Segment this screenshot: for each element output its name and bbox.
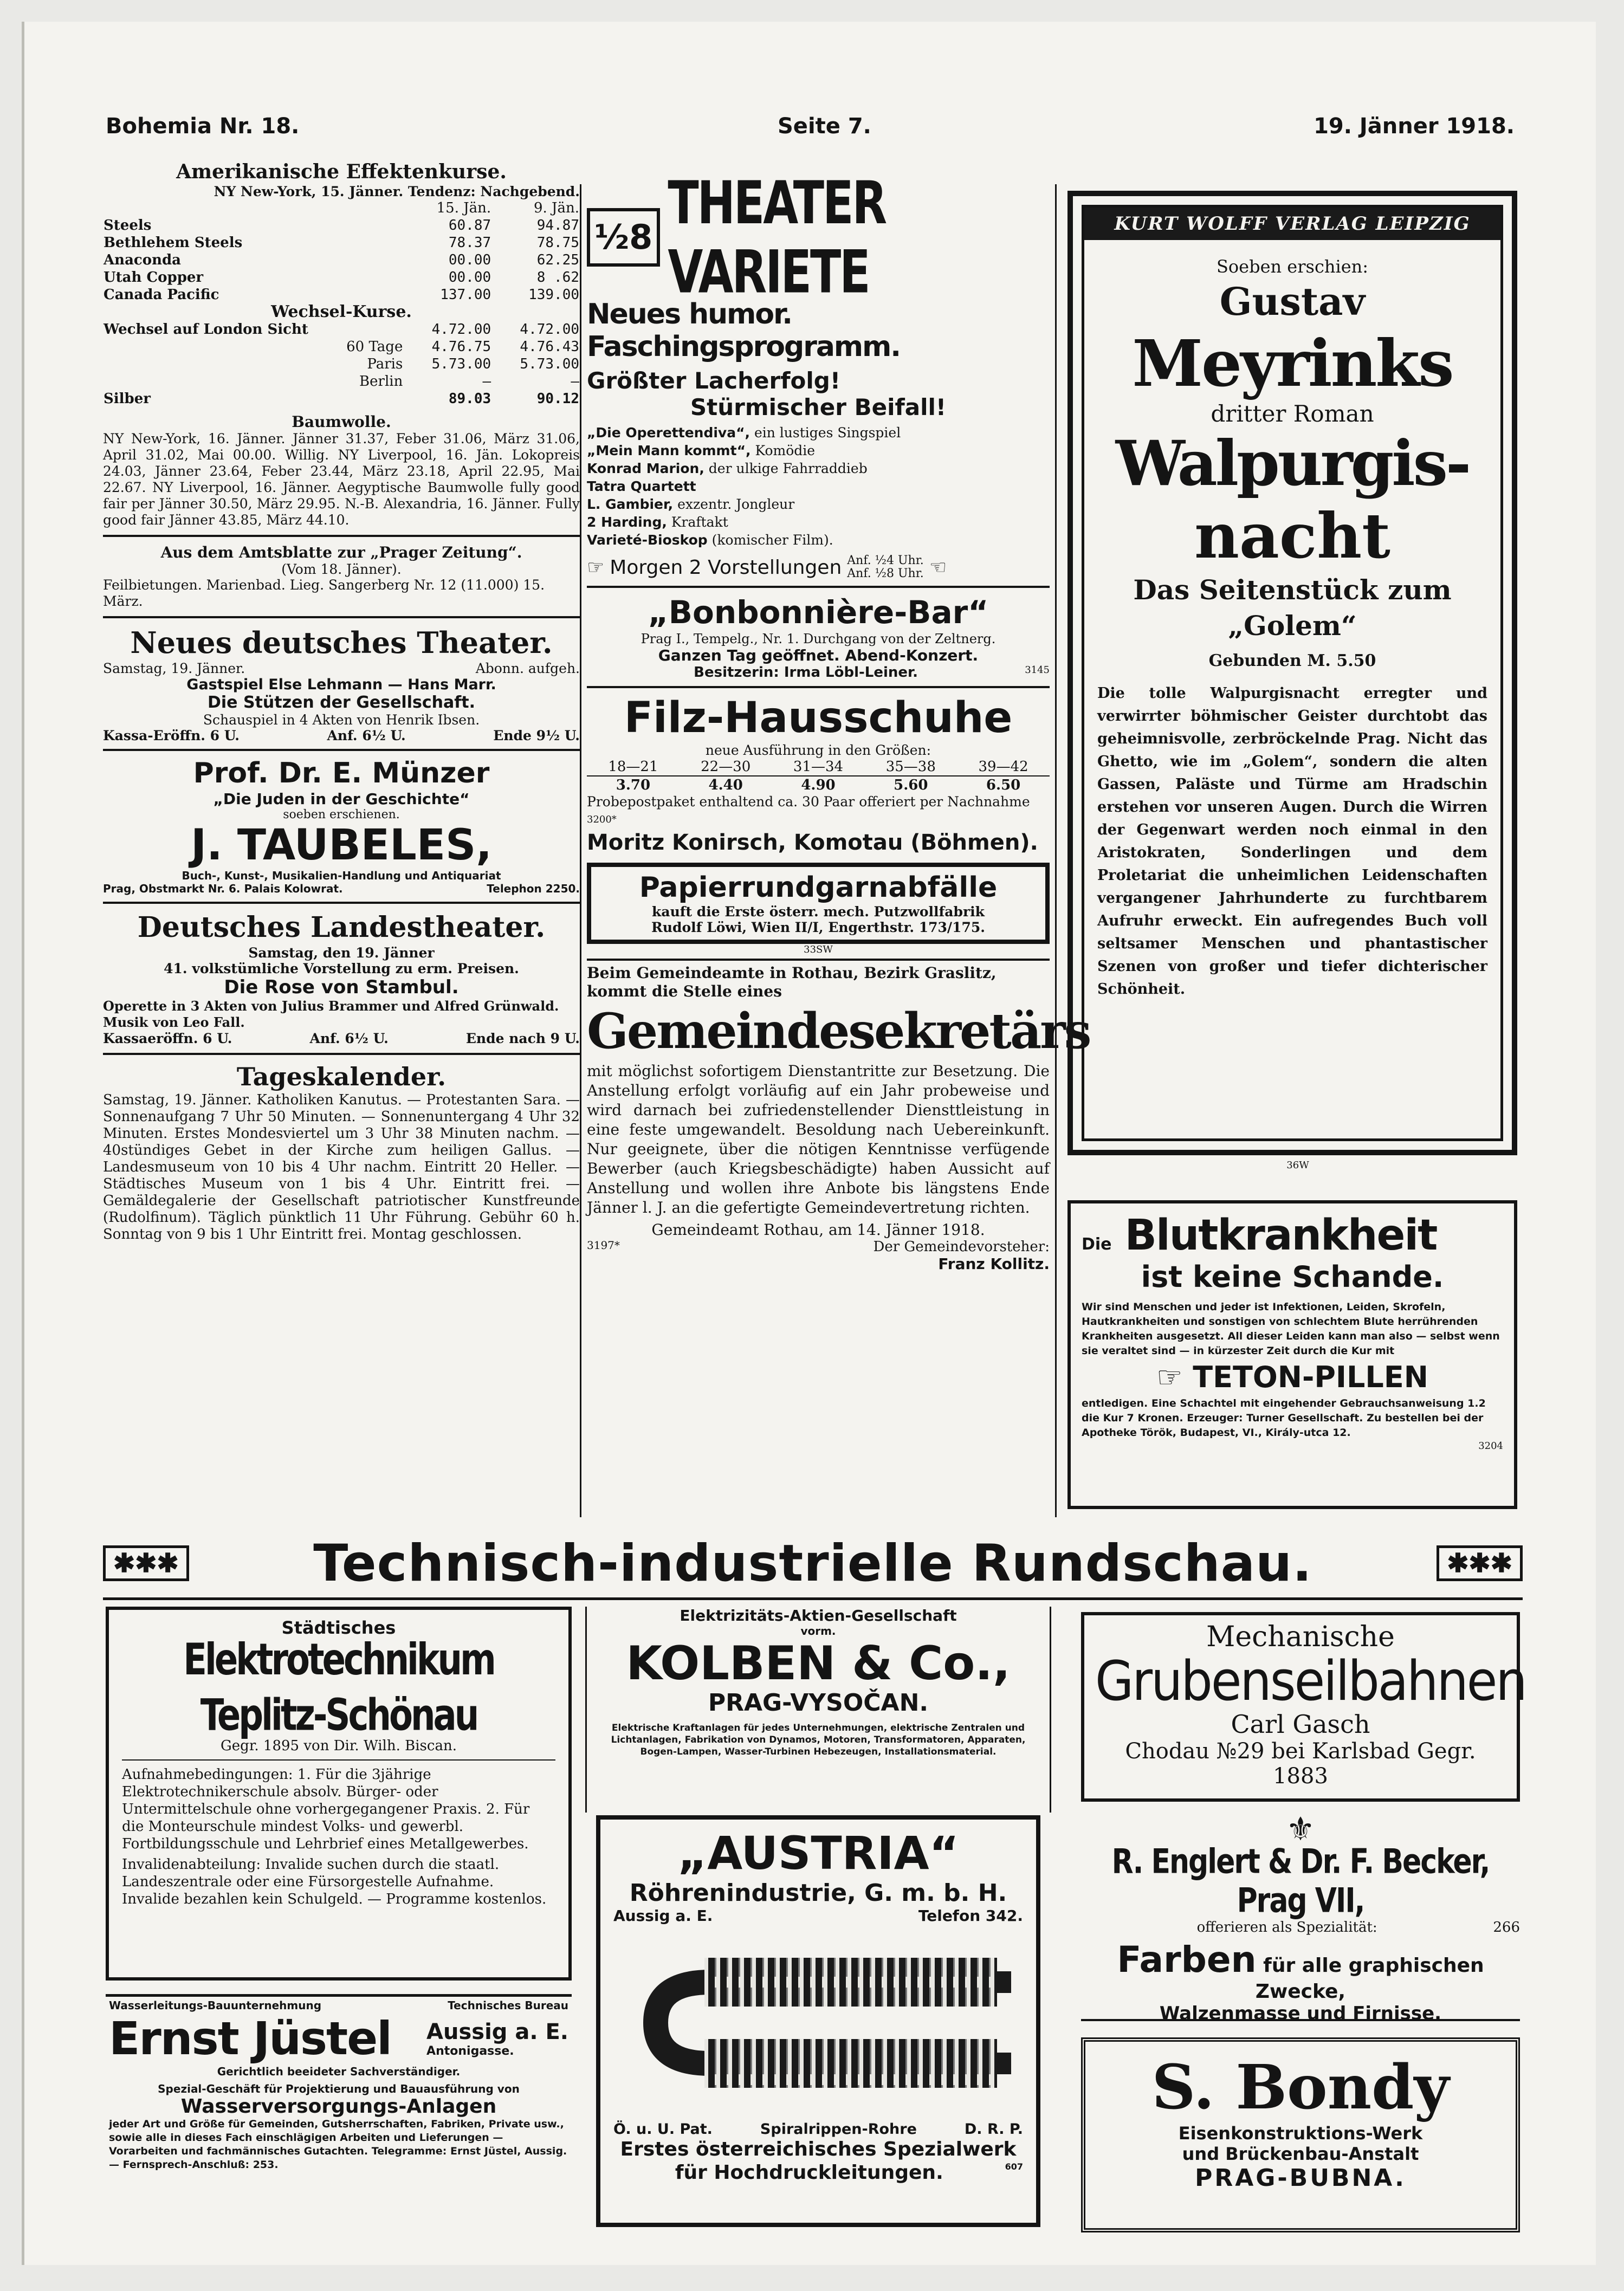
papier-code: 33SW xyxy=(804,944,833,955)
wolff-banner: KURT WOLFF VERLAG LEIPZIG xyxy=(1084,208,1500,240)
table-row: Steels 60.87 94.87 xyxy=(103,217,579,234)
spiral-pipe-icon xyxy=(623,1933,1013,2112)
ndt-play: Die Stützen der Gesellschaft. xyxy=(207,693,476,712)
wolff-price: Gebunden M. 5.50 xyxy=(1208,651,1376,670)
act-item: Konrad Marion, der ulkige Fahrraddieb xyxy=(587,461,868,476)
bonbon-ad: „Bonbonnière-Bar“ Prag I., Tempelg., Nr. 1. Durchgang von der Zeltnerg. Ganzen Tag geöffnet. Abend-Konzert. Besitzerin: Irma Löbl-Leiner. 3145 xyxy=(587,593,1050,681)
wolff-title2: nacht xyxy=(1194,500,1390,572)
act-item: 2 Harding, Kraftakt xyxy=(587,514,728,530)
act-item: Tatra Quartett xyxy=(587,478,696,494)
teplitz-text: Aufnahmebedingungen: 1. Für die 3jährige Elektrotechnikerschule absolv. Bürger- oder Untermittelschule ohne vorhergegangener Praxis. 2. Für die Monteurschule mindest Volks- und gewerbl. Fortbildungsschule und Lehrbrief eines Metallgewerbes. xyxy=(122,1766,530,1852)
kalender-text: Samstag, 19. Jänner. Katholiken Kanutus. — Protestanten Sara. — Sonnenaufgang 7 Uhr 50 Minuten. — Sonnenuntergang 4 Uhr 32 Minuten. Erstes Mondesviertel um 3 Uhr 38 Minuten nachm. — 40stündiges Gebet in der Kirche zum heiligen Gallus. — Landesmuseum von 10 bis 4 Uhr nachm. Eintritt 20 Heller. — Städtisches Museum von 1 bis 4 Uhr. Eintritt frei. — Gemäldegalerie der Gesellschaft patriotischer Kunstfreunde (Rudolfinum). Täglich pünktlich 11 Uhr Führung. Gebühr 60 h. Sonntag von 9 bis 1 Uhr Eintritt frei. Montag geschlossen. xyxy=(103,1092,580,1242)
kolben-text: Elektrische Kraftanlagen für jedes Unternehmungen, elektrische Zentralen und Lichtanlagen, Fabrikation von Dynamos, Motoren, Transformatoren, Apparaten, Bogen-Lampen, Wasser-Turbinen Hebezeugen, Installationsmaterial. xyxy=(611,1723,1026,1757)
middle-column xyxy=(580,168,1090,1517)
englert-title: R. Englert & Dr. F. Becker, Prag VII, xyxy=(1111,1842,1490,1920)
muenzer-note: soeben erschienen. xyxy=(283,808,400,821)
sekretaer-name: Franz Kollitz. xyxy=(938,1255,1050,1273)
ndt-ad: Neues deutsches Theater. Samstag, 19. Jänner. Abonn. aufgeh. Gastspiel Else Lehmann — Hans Marr. Die Stützen der Gesellschaft. Schauspiel in 4 Akten von Henrik Ibsen. Kassa-Eröffn. 6 U. Anf. 6½ U. Ende 9½ U. xyxy=(103,625,580,743)
bondy-ad xyxy=(1081,2037,1520,2232)
bonbon-l2: Ganzen Tag geöffnet. Abend-Konzert. xyxy=(658,646,979,664)
act-item: Varieté-Bioskop (komischer Film). xyxy=(587,532,833,548)
kolben-city: PRAG-VYSOČAN. xyxy=(708,1689,929,1717)
ndt-guest: Gastspiel Else Lehmann — Hans Marr. xyxy=(186,676,496,693)
header-right: 19. Jänner 1918. xyxy=(1314,114,1515,139)
variete-number: ½8 xyxy=(587,208,660,267)
variete-l1: Größter Lacherfolg! xyxy=(587,367,840,394)
englert-ad: ⚜ R. Englert & Dr. F. Becker, Prag VII, offerieren als Spezialität: 266 Farben für alle graphischen Zwecke, Walzenmasse und Firnisse. xyxy=(1081,1810,1520,2021)
table-row: Paris 5.73.00 5.73.00 xyxy=(367,356,579,372)
austria-l4: Erstes österreichisches Spezialwerk xyxy=(620,2138,1017,2160)
ornament-icon: ✱✱✱ xyxy=(103,1545,189,1581)
teplitz-text2: Invalidenabteilung: Invalide suchen durch die staatl. Landeszentrale oder eine Fürsorgestelle Aufnahme. Invalide bezahlen kein Schulgeld. — Programme kostenlos. xyxy=(122,1856,547,1907)
dlt-note: 41. volkstümliche Vorstellung zu erm. Preisen. xyxy=(164,961,519,976)
variete-ad: ½8 THEATER VARIETE Neues humor. Faschingsprogramm. Größter Lacherfolg! Stürmischer Beifall! „Die Operettendiva“, ein lustiges Singspiel „Mein Mann kommt“, Komödie Konrad Marion, der ulkige Fahrraddieb Tatra Quartett L. Gambier, exzentr. Jongleur 2 Harding, Kraftakt Varieté-Bioskop (komischer Film). ☞ Morgen 2 Vorstellungen Anf. ½4 Uhr. Anf. ½8 Uhr. ☜ xyxy=(587,184,1050,580)
englert-l3: Walzenmasse und Firnisse. xyxy=(1159,2003,1442,2024)
variete-morgen: Morgen 2 Vorstellungen xyxy=(610,556,842,579)
variete-l2: Stürmischer Beifall! xyxy=(690,394,947,420)
blut-pill: TETON-PILLEN xyxy=(1193,1360,1428,1394)
blut-text2: entledigen. Eine Schachtel mit eingehender Gebrauchsanweisung 1.2 die Kur 7 Kronen. Erzeuger: Turner Gesellschaft. Zu bestellen bei der Apotheke Török, Budapest, VI., Király-utca 12. xyxy=(1082,1397,1486,1439)
rundschau-title: Technisch-industrielle Rundschau. xyxy=(313,1533,1312,1593)
teplitz-title: Elektrotechnikum Teplitz-Schönau xyxy=(183,1635,494,1741)
table-row: Silber 89.03 90.12 xyxy=(103,391,579,407)
hand-icon: ☞ xyxy=(1156,1360,1193,1394)
ndt-author: Schauspiel in 4 Akten von Henrik Ibsen. xyxy=(203,712,480,728)
austria-l1: Röhrenindustrie, G. m. b. H. xyxy=(629,1879,1007,1907)
exchange-title: Wechsel-Kurse. xyxy=(271,302,412,321)
page-header xyxy=(106,114,1515,157)
filz-l2: Moritz Konirsch, Komotau (Böhmen). xyxy=(587,830,1038,855)
ndt-title: Neues deutsches Theater. xyxy=(130,625,553,660)
juestel-text: jeder Art und Größe für Gemeinden, Gutsherrschaften, Fabriken, Private usw., sowie alle in dieses Fach einschlägigen Arbeiten und Lieferungen — Vorarbeiten und fachmännisches Gutachten. Telegramme: Ernst Jüstel, Aussig. — Fernsprech-Anschluß: 253. xyxy=(109,2118,567,2171)
header-center: Seite 7. xyxy=(778,114,871,139)
sizes-table: 18—21 22—30 31—34 35—38 39—42 3.70 4.40 4.90 5.60 6.50 xyxy=(587,758,1050,794)
variete-title: THEATER VARIETE xyxy=(668,168,886,307)
wolff-l1: Soeben erschien: xyxy=(1216,256,1369,277)
table-row: Canada Pacific 137.00 139.00 xyxy=(103,287,579,303)
wolff-l4: dritter Roman xyxy=(1211,400,1374,427)
blut-code: 3204 xyxy=(1478,1440,1503,1452)
col-date-a: 15. Jän. xyxy=(436,200,491,216)
taubeles-title: J. TAUBELES, xyxy=(191,821,492,870)
gasch-l1: Mechanische xyxy=(1206,1621,1395,1653)
filz-title: Filz-Hausschuhe xyxy=(624,694,1013,742)
wolff-title1: Walpurgis- xyxy=(1115,427,1470,500)
wolff-author: Meyrinks xyxy=(1132,326,1453,401)
sekretaer-title: Gemeindesekretärs xyxy=(587,1002,1090,1060)
juestel-l4: Wasserversorgungs-Anlagen xyxy=(180,2095,497,2118)
amtsblatt-title: Aus dem Amtsblatte zur „Prager Zeitung“. xyxy=(160,543,522,561)
filz-ad: Filz-Hausschuhe neue Ausführung in den Größen: 18—21 22—30 31—34 35—38 39—42 3.70 4.40 4.90 5.60 6.50 Probepostpaket enthaltend ca. 30 Paar offeriert per Nachnahme 3200* Moritz Konirsch, Komotau (Böhmen). xyxy=(587,694,1050,855)
muenzer-ad: Prof. Dr. E. Münzer „Die Juden in der Geschichte“ soeben erschienen. J. TAUBELES, Buch-, Kunst-, Musikalien-Handlung und Antiquariat Prag, Obstmarkt Nr. 6. Palais Kolowrat. Telephon 2250. xyxy=(103,757,580,895)
papier-title: Papierrundgarnabfälle xyxy=(639,871,998,904)
wolff-text: Die tolle Walpurgisnacht erregter und verwirrter böhmischer Geister durchtobt das geheimnisvolle, zerbröckelnde Prag. Nicht das Ghetto, wie im „Golem“, sondern die alten Gassen, Paläste und Türme am Hradschin erstehen vor unseren Augen. Durch die Wirren der Gegenwart werden noch einmal in den Aristokraten, Sonderlingen und dem Proletariat die unheimlichen Leidenschaften vergangener Jahrhunderte zu furchtbarem Aufruhr erweckt. Ein aufregendes Buch voll seltsamer Menschen und phantastischer Szenen von großer und tiefer dichterischer Schönheit. xyxy=(1097,685,1487,998)
bonbon-l1: Prag I., Tempelg., Nr. 1. Durchgang von der Zeltnerg. xyxy=(640,631,996,646)
muenzer-title: Prof. Dr. E. Münzer xyxy=(193,757,490,789)
dlt-date: Samstag, den 19. Jänner xyxy=(248,945,435,961)
dlt-author: Operette in 3 Akten von Julius Brammer und Alfred Grünwald. Musik von Leo Fall. xyxy=(103,998,559,1030)
juestel-l3: Spezial-Geschäft für Projektierung und Bauausführung von xyxy=(158,2082,520,2095)
kalender xyxy=(103,1062,580,1243)
act-item: L. Gambier, exzentr. Jongleur xyxy=(587,496,795,512)
juestel-title: Ernst Jüstel xyxy=(109,2012,391,2065)
dlt-ad: Deutsches Landestheater. Samstag, den 19. Jänner 41. volkstümliche Vorstellung zu erm. Preisen. Die Rose von Stambul. Operette in 3 Akten von Julius Brammer und Alfred Grünwald. Musik von Leo Fall. Kassaeröffn. 6 U. Anf. 6½ U. Ende nach 9 U. xyxy=(103,911,580,1046)
stocks-sub: NY New-York, 15. Jänner. Tendenz: Nachgebend. xyxy=(213,184,580,199)
teplitz-l1: Gegr. 1895 von Dir. Wilh. Biscan. xyxy=(221,1738,457,1754)
papier-l1: kauft die Erste österr. mech. Putzwollfabrik xyxy=(652,904,985,920)
table-row: Bethlehem Steels 78.37 78.75 xyxy=(103,235,579,251)
wolff-l2: Gustav xyxy=(1219,279,1366,324)
variete-sub: Neues humor. Faschingsprogramm. xyxy=(587,298,901,363)
kolben-l0b: vorm. xyxy=(800,1625,836,1638)
table-row: Wechsel auf London Sicht 4.72.00 4.72.00 xyxy=(103,321,579,338)
table-row: 60 Tage 4.76.75 4.76.43 xyxy=(346,339,579,355)
blut-sub: ist keine Schande. xyxy=(1141,1260,1444,1294)
ndt-abonn: Abonn. aufgeh. xyxy=(475,661,580,676)
sekretaer-place: Gemeindeamt Rothau, am 14. Jänner 1918. xyxy=(651,1221,985,1239)
eagle-icon: ⚜ xyxy=(1286,1810,1315,1848)
cotton-text: NY New-York, 16. Jänner. Jänner 31.37, Feber 31.06, März 31.06, April 31.02, Mai 00.00. Willig. NY Liverpool, 16. Jän. Lokopreis 24.03, Jänner 23.64, Feber 23.44, März 23.18, April 22.95, Mai 22.67. NY Liverpool, 16. Jänner. Aegyptische Baumwolle fully good fair per Jänner 30.50, März 29.95. N.-B. Alexandria, 16. Jänner. Fully good fair Jänner 43.85, März 44.10. xyxy=(103,431,580,528)
teplitz-ad xyxy=(106,1607,572,1981)
kolben-l0: Elektrizitäts-Aktien-Gesellschaft xyxy=(680,1607,957,1625)
wolff-ad xyxy=(1067,191,1517,1155)
left-column xyxy=(103,160,580,1547)
hand-icon: ☜ xyxy=(929,556,947,579)
ornament-icon: ✱✱✱ xyxy=(1437,1545,1523,1581)
table-row: Anaconda 00.00 62.25 xyxy=(103,252,579,268)
dlt-title: Deutsches Landestheater. xyxy=(137,911,546,944)
blut-title: Blutkrankheit xyxy=(1124,1211,1437,1260)
bondy-l3: PRAG-BUBNA. xyxy=(1195,2164,1406,2192)
bonbon-title: „Bonbonnière-Bar“ xyxy=(648,594,989,631)
newspaper-page xyxy=(22,22,1596,2265)
papier-ad xyxy=(587,863,1050,944)
act-item: „Mein Mann kommt“, Komödie xyxy=(587,443,816,458)
dlt-play: Die Rose von Stambul. xyxy=(224,976,459,998)
austria-title: „AUSTRIA“ xyxy=(677,1827,959,1880)
sekretaer-intro: Beim Gemeindeamte in Rothau, Bezirk Graslitz, kommt die Stelle eines xyxy=(587,964,997,1000)
stocks-title: Amerikanische Effektenkurse. xyxy=(176,160,507,183)
austria-ad: „AUSTRIA“ Röhrenindustrie, G. m. b. H. Aussig a. E. Telefon 342. Ö. u. U. Pat. Spiralrippen-Rohre D. R. P. Erstes österreichisches Spezialwerk für Hochdruckleitungen. 607 xyxy=(596,1815,1040,2227)
kalender-title: Tageskalender. xyxy=(236,1062,447,1091)
gasch-ad xyxy=(1081,1612,1526,1802)
sekretaer-text: mit möglichst sofortigem Dienstantritte zur Besetzung. Die Anstellung erfolgt vorläufig auf ein Jahr probeweise und wird darnach bei zufriedenstellender Diensttleistung in eine feste umgewandelt. Besoldung nach Uebereinkunft. Nur geeignete, über die nötigen Kenntnisse verfügende Bewerber (auch Kriegsbeschädigte) haben Aussicht auf Anstellung und wollen ihre Anbote bis längstens Ende Jänner l. J. an die gefertigte Gemeindevertretung richten. xyxy=(587,1062,1050,1216)
filz-sub: neue Ausführung in den Größen: xyxy=(705,742,931,758)
ndt-date: Samstag, 19. Jänner. xyxy=(103,661,245,676)
hand-icon: ☞ xyxy=(587,556,605,579)
gasch-l2: Chodau №29 bei Karlsbad Gegr. 1883 xyxy=(1125,1739,1476,1789)
cotton-title: Baumwolle. xyxy=(292,413,391,431)
gasch-name: Carl Gasch xyxy=(1231,1710,1370,1739)
bondy-l2: und Brückenbau-Anstalt xyxy=(1182,2144,1419,2164)
taubeles-line1: Buch-, Kunst-, Musikalien-Handlung und Antiquariat xyxy=(182,869,501,882)
juestel-l2: Gerichtlich beeideter Sachverständiger. xyxy=(217,2065,461,2078)
bondy-title: S. Bondy xyxy=(1151,2052,1450,2123)
muenzer-sub: „Die Juden in der Geschichte“ xyxy=(213,790,470,808)
bondy-l1: Eisenkonstruktions-Werk xyxy=(1178,2123,1423,2144)
gasch-title: Grubenseilbahnen xyxy=(1095,1649,1526,1713)
sekretaer-ad: Beim Gemeindeamte in Rothau, Bezirk Graslitz, kommt die Stelle eines Gemeindesekretärs mit möglichst sofortigem Dienstantritte zur Besetzung. Die Anstellung erfolgt vorläufig auf ein Jahr probeweise und wird darnach bei zufriedenstellender Diensttleistung in eine feste umgewandelt. Besoldung nach Uebereinkunft. Nur geeignete, über die nötigen Kenntnisse verfügende Bewerber (auch Kriegsbeschädigte) haben Aussicht auf Anstellung und wollen ihre Anbote bis längstens Ende Jänner l. J. an die gefertigte Gemeindevertretung richten. Gemeindeamt Rothau, am 14. Jänner 1918. 3197* Der Gemeindevorsteher: Franz Kollitz. xyxy=(587,964,1090,1273)
stocks-table xyxy=(103,199,580,407)
table-row: Berlin — — xyxy=(359,373,579,390)
header-left: Bohemia Nr. 18. xyxy=(106,114,300,139)
amtsblatt-date: (Vom 18. Jänner). xyxy=(281,561,402,577)
rundschau-banner xyxy=(103,1533,1523,1593)
teplitz-l0: Städtisches xyxy=(281,1617,396,1638)
wolff-code: 36W xyxy=(1286,1160,1309,1171)
papier-l2: Rudolf Löwi, Wien II/I, Engerthstr. 173/175. xyxy=(651,920,985,935)
blut-text: Wir sind Menschen und jeder ist Infektionen, Leiden, Skrofeln, Hautkrankheiten und sonstigen von schlechtem Blute herrührenden Krankheiten ausgesetzt. All dieser Leiden kann man also — selbst wenn sie veraltet sind — in kürzester Zeit durch die Kur mit xyxy=(1082,1301,1500,1357)
blut-ad xyxy=(1067,1200,1517,1509)
act-item: „Die Operettendiva“, ein lustiges Singspiel xyxy=(587,425,901,441)
kolben-title: KOLBEN & Co., xyxy=(626,1636,1011,1691)
table-row: Utah Copper 00.00 8 .62 xyxy=(103,269,579,286)
col-date-b: 9. Jän. xyxy=(533,200,579,216)
juestel-ad: Wasserleitungs-Bauunternehmung Technisches Bureau Ernst Jüstel Aussig a. E. Antonigasse. Gerichtlich beeideter Sachverständiger. Spezial-Geschäft für Projektierung und Bauausführung von Wasserversorgungs-Anlagen jeder Art und Größe für Gemeinden, Gutsherrschaften, Fabriken, Private usw., sowie alle in dieses Fach einschlägigen Arbeiten und Lieferungen — Vorarbeiten und fachmännisches Gutachten. Telegramme: Ernst Jüstel, Aussig. — Fernsprech-Anschluß: 253. xyxy=(106,1994,572,2227)
kolben-ad xyxy=(585,1607,1051,1813)
wolff-l8: „Golem“ xyxy=(1228,610,1357,642)
blut-die: Die xyxy=(1082,1235,1112,1254)
amtsblatt-text: Feilbietungen. Marienbad. Lieg. Sangerberg Nr. 12 (11.000) 15. März. xyxy=(103,577,545,609)
wolff-l7: Das Seitenstück zum xyxy=(1133,574,1452,606)
